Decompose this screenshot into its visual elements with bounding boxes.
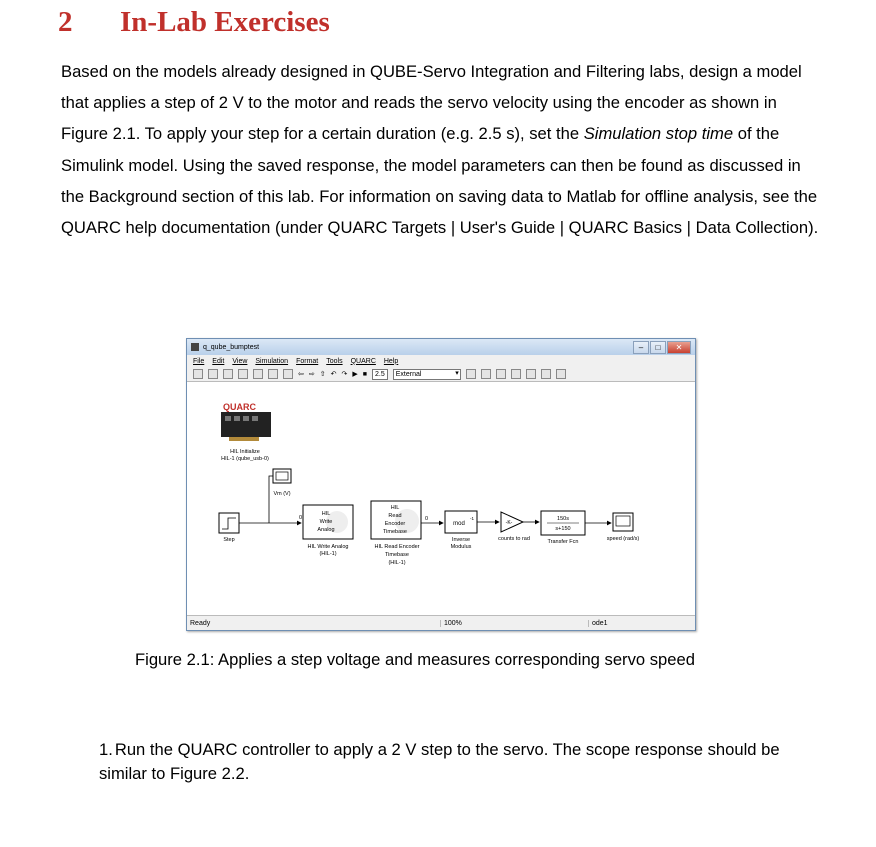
close-icon[interactable]: ✕	[667, 341, 691, 354]
step-block[interactable]	[219, 513, 239, 543]
tf-numerator: 150s	[557, 516, 569, 522]
menu-quarc[interactable]: QUARC	[350, 357, 376, 365]
figure-caption: Figure 2.1: Applies a step voltage and measures corresponding servo speed	[135, 650, 695, 669]
transfer-fcn-block[interactable]	[541, 511, 585, 545]
intro-paragraph	[61, 56, 821, 243]
status-ready: Ready	[190, 619, 211, 627]
read-caption-3: (HIL-1)	[388, 560, 406, 566]
menu-format[interactable]: Format	[296, 357, 319, 365]
read-block-text-3: Encoder	[384, 521, 406, 527]
quarc-logo-text: QUARC	[223, 402, 256, 412]
tf-denominator: s+150	[555, 526, 571, 532]
gain-block[interactable]	[498, 512, 530, 542]
status-bar	[187, 615, 695, 630]
hil-initialize-block[interactable]	[221, 402, 271, 462]
list-item-text: Run the QUARC controller to apply a 2 V step to the servo. The scope response should be similar to Figure 2.2.	[99, 740, 780, 783]
save-icon[interactable]	[223, 369, 233, 379]
menu-simulation[interactable]: Simulation	[255, 357, 289, 365]
hierarchy-icon[interactable]	[526, 369, 536, 379]
write-caption-2: (HIL-1)	[319, 551, 337, 557]
inverse-modulus-block[interactable]	[445, 511, 477, 550]
model-explorer-icon[interactable]	[496, 369, 506, 379]
paragraph-part-1: Based on the models already designed in QUBE-Servo Integration and Filtering labs, design a model that applies a step of 2 V to the motor and reads the servo velocity using the encoder as shown in Figure 2.1. To apply your step for a certain duration (e.g. 2.5 s), set the	[61, 62, 802, 144]
stop-icon[interactable]: ■	[362, 370, 367, 378]
hil-write-analog-block[interactable]	[299, 505, 353, 557]
read-port-zero: 0	[425, 516, 429, 522]
menu-edit[interactable]: Edit	[212, 357, 225, 365]
read-caption-1: HIL Read Encoder	[374, 544, 420, 550]
copy-icon[interactable]	[268, 369, 278, 379]
up-arrow-icon[interactable]: ⇧	[319, 371, 326, 378]
gain-caption: counts to rad	[498, 536, 530, 542]
step-label: Step	[223, 537, 235, 543]
gain-text: -K-	[505, 520, 513, 526]
paragraph-part-2: of the Simulink model. Using the saved response, the model parameters can then be found as discussed in the Background section of this lab. For information on saving data to Matlab for offline analysis, see the QUARC help documentation (under QUARC Targets | User's Guide | QUARC Basics | Data Collection).	[61, 124, 819, 238]
tf-caption: Transfer Fcn	[547, 539, 579, 545]
quarc-card-icon	[221, 412, 271, 437]
list-item-number: 1.	[99, 740, 113, 759]
paragraph-emphasis: Simulation stop time	[583, 124, 734, 144]
redo-icon[interactable]: ↷	[341, 371, 348, 378]
read-block-text-4: Timebase	[383, 529, 407, 535]
undo-icon[interactable]: ↶	[330, 371, 337, 378]
read-caption-2: Timebase	[385, 552, 409, 558]
write-port-zero: 0	[299, 515, 303, 521]
toolbar	[187, 367, 695, 382]
simulation-mode-select[interactable]: External ▾	[393, 369, 461, 380]
play-icon[interactable]: ▶	[352, 371, 358, 378]
build-icon[interactable]	[466, 369, 476, 379]
preferences-icon[interactable]	[556, 369, 566, 379]
section-heading	[58, 6, 330, 39]
read-block-text-2: Read	[388, 513, 402, 519]
wire-step-to-vm-scope	[269, 476, 273, 523]
section-title: In-Lab Exercises	[120, 6, 330, 38]
mod-exponent: -1	[469, 516, 475, 521]
speed-scope-block[interactable]	[607, 513, 640, 542]
vm-label: Vm (V)	[273, 491, 291, 497]
vm-scope-block[interactable]	[273, 469, 291, 497]
hil-read-encoder-block[interactable]	[371, 501, 428, 566]
open-folder-icon[interactable]	[208, 369, 218, 379]
mod-text: mod	[453, 521, 465, 527]
mod-caption-1: Inverse	[451, 537, 471, 543]
simulink-window-figure	[186, 338, 696, 631]
hil-init-label-2: HIL-1 (qube_usb-0)	[221, 456, 269, 462]
model-canvas[interactable]	[189, 383, 691, 611]
list-item	[99, 738, 824, 786]
mod-caption-2: Modulus	[450, 544, 472, 550]
stop-time-input[interactable]: 2.5	[372, 369, 388, 380]
connect-icon[interactable]	[541, 369, 551, 379]
window-titlebar	[187, 339, 695, 355]
hil-init-label-1: HIL Initialize	[230, 449, 260, 455]
menu-file[interactable]: File	[193, 357, 205, 365]
minimize-icon[interactable]: –	[633, 341, 649, 354]
debug-icon[interactable]	[511, 369, 521, 379]
menu-help[interactable]: Help	[383, 357, 399, 365]
new-file-icon[interactable]	[193, 369, 203, 379]
write-caption-1: HIL Write Analog	[307, 544, 349, 550]
write-block-text-2: Write	[319, 519, 333, 525]
section-number: 2	[58, 6, 73, 38]
menu-view[interactable]: View	[232, 357, 248, 365]
status-solver: ode1	[588, 620, 608, 627]
write-block-text-3: Analog	[317, 527, 335, 533]
read-block-text-1: HIL	[390, 505, 400, 511]
library-browser-icon[interactable]	[481, 369, 491, 379]
menu-bar	[187, 355, 695, 367]
block-diagram	[189, 383, 691, 611]
maximize-icon[interactable]: □	[650, 341, 666, 354]
speed-scope-caption: speed (rad/s)	[606, 536, 640, 542]
window-title: q_qube_bumptest	[203, 343, 260, 351]
status-zoom: 100%	[440, 620, 534, 627]
write-block-text-1: HIL	[321, 511, 331, 517]
forward-arrow-icon[interactable]: ⇨	[308, 371, 315, 378]
cut-icon[interactable]	[253, 369, 263, 379]
paste-icon[interactable]	[283, 369, 293, 379]
simulink-app-icon	[191, 343, 199, 351]
print-icon[interactable]	[238, 369, 248, 379]
menu-tools[interactable]: Tools	[326, 357, 343, 365]
back-arrow-icon[interactable]: ⇦	[298, 371, 304, 378]
